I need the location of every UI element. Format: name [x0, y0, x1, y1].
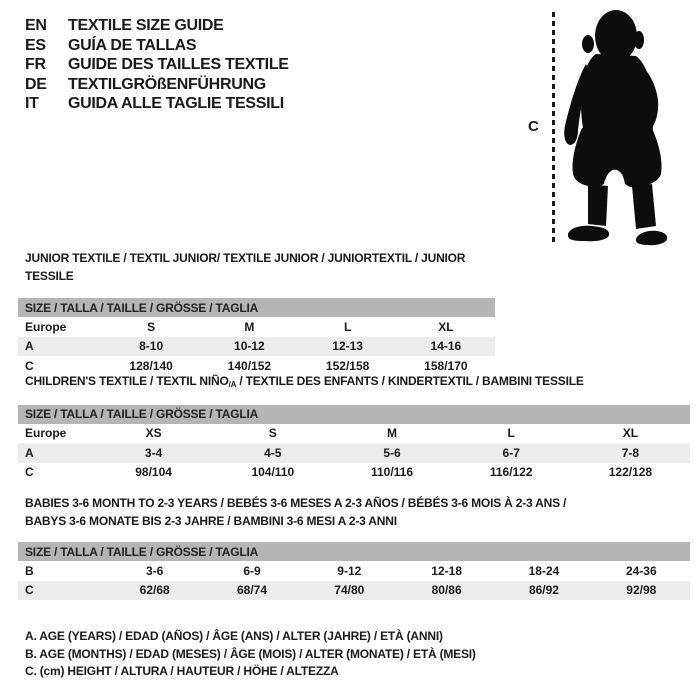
table-title: [18, 495, 690, 530]
size-cell: L: [507, 426, 515, 441]
language-title: GUÍA DE TALLAS: [68, 36, 197, 54]
table-title-text: JUNIOR TEXTILE / TEXTIL JUNIOR/ TEXTILE JUNIOR / JUNIORTEXTIL / JUNIOR TESSILE: [25, 251, 466, 283]
size-header-bar: SIZE / TALLA / TAILLE / GRÖSSE / TAGLIA: [18, 542, 690, 561]
table-row: [18, 317, 495, 337]
size-cell: 9-12: [337, 563, 362, 578]
language-code: ES: [25, 36, 46, 54]
size-header-bar: SIZE / TALLA / TAILLE / GRÖSSE / TAGLIA: [18, 298, 495, 317]
size-header-bar: SIZE / TALLA / TAILLE / GRÖSSE / TAGLIA: [18, 405, 690, 424]
table-title-text: / TEXTILE DES ENFANTS / KINDERTEXTIL / BAMBINI TESSILE: [236, 374, 584, 388]
language-code: IT: [25, 95, 39, 113]
table-row: [18, 561, 690, 581]
size-cell: 140/152: [227, 358, 272, 373]
size-cell: 7-8: [621, 445, 640, 460]
size-cell: 24-36: [625, 563, 657, 578]
table-title-text: BABYS 3-6 MONATE BIS 2-3 JAHRE / BAMBINI 3-6 MESI A 2-3 ANNI: [25, 513, 397, 528]
table-title-text: /A: [228, 380, 237, 389]
size-cell: 62/68: [139, 583, 170, 598]
size-cell: 86/92: [528, 583, 559, 598]
size-grid: [18, 298, 495, 376]
size-cell: 3-4: [144, 445, 163, 460]
size-cell: 6-7: [502, 445, 520, 460]
language-row: [25, 94, 289, 114]
language-row: [25, 36, 289, 56]
footnote: C. (cm) HEIGHT / ALTURA / HAUTEUR / HÖHE / ALTEZZA: [25, 664, 339, 678]
size-cell: 152/158: [325, 358, 370, 373]
size-cell: 6-9: [243, 563, 261, 578]
size-cell: 116/122: [489, 465, 533, 480]
language-code: DE: [25, 75, 47, 93]
language-title: GUIDA ALLE TAGLIE TESSILI: [68, 95, 284, 113]
babies-textile-section: [18, 495, 690, 600]
language-title: TEXTILE SIZE GUIDE: [68, 17, 224, 34]
size-cell: 128/140: [129, 358, 173, 373]
language-title: GUIDE DES TAILLES TEXTILE: [68, 56, 289, 74]
size-cell: 80/86: [431, 583, 462, 598]
row-label: C: [25, 465, 34, 480]
size-cell: 110/116: [370, 465, 414, 480]
size-cell: 122/128: [608, 465, 653, 480]
size-cell: 104/110: [251, 465, 295, 480]
language-code: EN: [25, 17, 47, 34]
table-title-line: [25, 373, 690, 392]
size-cell: S: [147, 319, 156, 334]
size-cell: XL: [438, 319, 454, 334]
table-row: [18, 337, 495, 357]
size-cell: S: [268, 426, 277, 441]
row-label: A: [25, 445, 34, 460]
toddler-silhouette-icon: [562, 8, 668, 248]
table-title-line: [25, 495, 690, 513]
table-title-line: [25, 513, 690, 531]
size-cell: L: [343, 319, 352, 334]
childrens-textile-section: [18, 373, 690, 482]
table-title: [18, 250, 495, 285]
footnote: A. AGE (YEARS) / EDAD (AÑOS) / ÂGE (ANS) / ALTER (JAHRE) / ETÀ (ANNI): [25, 629, 443, 643]
height-measure-dashed-line: [552, 12, 555, 242]
table-title-text: CHILDREN'S TEXTILE / TEXTIL NIÑO: [25, 374, 229, 388]
language-row: [25, 75, 289, 95]
size-cell: 14-16: [430, 339, 462, 354]
row-label: A: [25, 339, 34, 354]
height-measure-label: C: [528, 118, 539, 135]
language-title-list: [25, 16, 289, 114]
size-cell: 98/104: [135, 465, 172, 480]
language-code: FR: [25, 56, 46, 74]
size-cell: XS: [145, 426, 162, 441]
table-title: [18, 373, 690, 392]
size-cell: 74/80: [334, 583, 365, 598]
size-cell: XL: [622, 426, 639, 441]
size-cell: 12-13: [332, 339, 363, 354]
size-cell: 158/170: [424, 358, 468, 373]
row-label: C: [25, 583, 34, 598]
size-cell: 5-6: [383, 445, 401, 460]
row-label: B: [25, 563, 34, 578]
size-cell: 3-6: [145, 563, 164, 578]
junior-textile-section: [18, 250, 495, 376]
row-label: C: [25, 358, 34, 373]
table-title-line: [25, 250, 495, 285]
language-row: [25, 16, 289, 36]
size-cell: 12-18: [431, 563, 462, 578]
table-row: [18, 581, 690, 601]
language-row: [25, 55, 289, 75]
footnotes: [25, 628, 476, 681]
table-row: [18, 443, 690, 463]
footnote: B. AGE (MONTHS) / EDAD (MESES) / ÂGE (MOIS) / ALTER (MONATE) / ETÀ (MESI): [25, 646, 476, 661]
table-title-text: BABIES 3-6 MONTH TO 2-3 YEARS / BEBÉS 3-6 MESES A 2-3 AÑOS / BÉBÉS 3-6 MOIS À 2-3 ANS /: [25, 496, 567, 510]
table-row: [18, 424, 690, 444]
size-cell: 68/74: [236, 583, 267, 598]
table-row: [18, 463, 690, 483]
size-grid: [18, 405, 690, 483]
size-cell: M: [244, 319, 255, 334]
size-cell: 10-12: [234, 339, 265, 354]
row-label: Europe: [25, 426, 67, 441]
size-grid: [18, 542, 690, 600]
size-cell: 18-24: [528, 563, 560, 578]
size-cell: M: [387, 426, 397, 441]
size-cell: 4-5: [264, 445, 282, 460]
language-title: TEXTILGRÖßENFÜHRUNG: [68, 75, 266, 93]
row-label: Europe: [25, 319, 67, 334]
size-cell: 8-10: [139, 339, 164, 354]
size-cell: 92/98: [626, 583, 657, 598]
